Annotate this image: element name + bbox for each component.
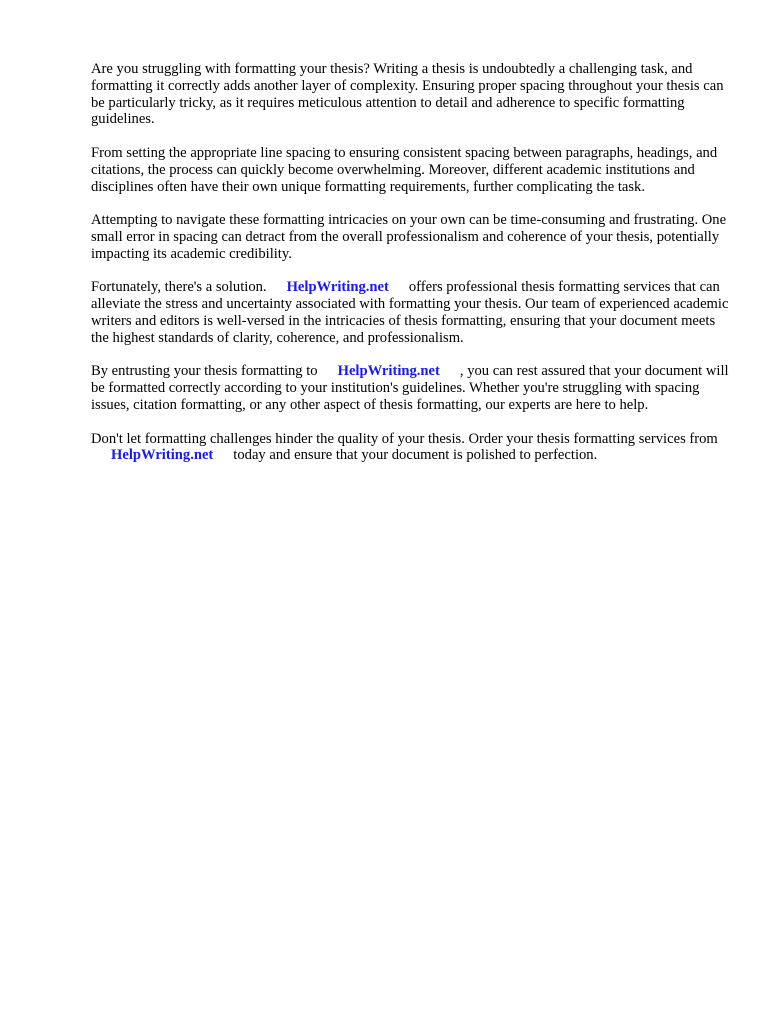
helpwriting-link-1[interactable]: HelpWriting.net [286, 279, 389, 296]
document-page [91, 61, 731, 481]
paragraph-spacing-challenges: From setting the appropriate line spacing to ensuring consistent spacing between paragraphs, headings, and citations, the process can quickly become overwhelming. Moreover, different academic institutions and disciplines often have their own unique formatting requirements, further complicating the task. [91, 144, 718, 195]
helpwriting-link-3[interactable]: HelpWriting.net [111, 447, 214, 464]
paragraph-entrusting [91, 363, 731, 413]
paragraph-entrusting-text-before: By entrusting your thesis formatting to [91, 363, 318, 380]
paragraph-cta-text-before: Don't let formatting challenges hinder the quality of your thesis. Order your thesis formatting services from [91, 430, 718, 447]
paragraph-navigation: Attempting to navigate these formatting intricacies on your own can be time-consuming and frustrating. One small error in spacing can detract from the overall professionalism and coherence of your thesis, potentially impacting its academic credibility. [91, 212, 727, 262]
paragraph-intro: Are you struggling with formatting your thesis? Writing a thesis is undoubtedly a challenging task, and formatting it correctly adds another layer of complexity. Ensuring proper spacing throughout your thesis can be particularly tricky, as it requires meticulous attention to detail and adherence to specific formatting guidelines. [91, 61, 724, 128]
paragraph-call-to-action [91, 431, 731, 465]
helpwriting-link-2[interactable]: HelpWriting.net [337, 363, 440, 380]
paragraph-solution [91, 279, 731, 346]
paragraph-entrusting-text-after: , you can rest assured that your document will be formatted correctly according to your institution's guidelines. Whether you're struggling with spacing issues, citation formatting, or any other aspect of thesis formatting, our experts are here to help. [91, 363, 729, 413]
paragraph-solution-text-before: Fortunately, there's a solution. [91, 279, 267, 296]
paragraph-solution-text-after: offers professional thesis formatting services that can alleviate the stress and uncertainty associated with formatting your thesis. Our team of experienced academic writers and editors is well-versed in the intricacies of thesis formatting, ensuring that your document meets the highest standards of clarity, coherence, and professionalism. [91, 279, 729, 346]
paragraph-cta-text-after: today and ensure that your document is polished to perfection. [233, 447, 598, 464]
